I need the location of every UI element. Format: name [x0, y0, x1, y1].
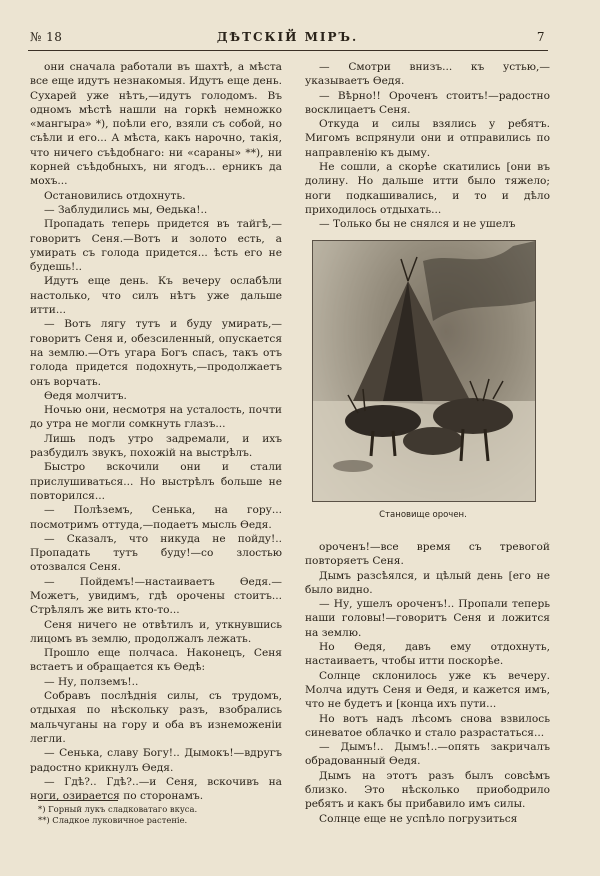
paragraph: Идутъ еще день. Къ вечеру ослабѣли настолько, что силъ нѣтъ уже дальше итти... — [30, 275, 282, 317]
paragraph: — Пойдемъ!—настаиваетъ Ѳедя.—Можетъ, увидимъ, гдѣ орочены стоитъ... Стрѣлялъ же вить кто-то... — [30, 575, 282, 617]
paragraph: — Только бы не снялся и не ушелъ — [319, 218, 516, 231]
paragraph: Ѳедя молчитъ. — [44, 389, 127, 402]
footnote-rule — [38, 800, 118, 801]
paragraph: — Ну, ушелъ ороченъ!.. Пропали теперь наши головы!—говоритъ Сеня и ложится на землю. — [305, 598, 550, 639]
paragraph: ороченъ!—все время съ тревогой повторяетъ Сеня. — [305, 541, 550, 568]
paragraph: Дымъ разсѣялся, и цѣлый день [его не было видно. — [305, 569, 550, 596]
paragraph: — Вотъ лягу тутъ и буду умирать,—говоритъ Сеня и, обезсиленный, опускается на землю.—Отъ угара Богъ спасъ, такъ отъ голода придется подохнуть,—продолжаетъ онъ ворчать. — [30, 318, 282, 388]
paragraph: Дымъ на этотъ разъ былъ совсѣмъ близко. Это нѣсколько приободрило ребятъ и какъ бы прибавило имъ силы. — [305, 769, 550, 811]
tent-camp-illustration — [313, 241, 535, 501]
paragraph: Но вотъ надъ лѣсомъ снова взвилось синеватое облачко и стало разрастаться... — [305, 712, 550, 739]
paragraph: Пропадать теперь придется въ тайгѣ,—говоритъ Сеня.—Вотъ и золото есть, а умирать съ голода придется... ѣсть его не будешь!.. — [30, 218, 282, 274]
paragraph: — Полѣземъ, Сенька, на гору... посмотримъ оттуда,—подаетъ мысль Ѳедя. — [30, 504, 282, 531]
paragraph: Солнце склонилось уже къ вечеру. Молча идутъ Сеня и Ѳедя, и кажется имъ, что не будетъ и [конца ихъ пути... — [305, 669, 550, 711]
paragraph: Не сошли, а скорѣе скатились [они въ долину. Но дальше итти было тяжело; ноги подкашивались, и то и дѣло приходилось отдыхать... — [305, 161, 550, 216]
paragraph: Ночью они, несмотря на усталость, почти до утра не могли сомкнуть глазъ... — [30, 404, 282, 431]
page-header — [30, 26, 545, 48]
paragraph: Но Ѳедя, давъ ему отдохнуть, настаиваетъ, чтобы итти поскорѣе. — [305, 641, 550, 668]
paragraph: Лишь подъ утро задремали, и ихъ разбудилъ звукъ, похожiй на выстрѣлъ. — [30, 432, 282, 460]
paragraph: Солнце еще не успѣло погрузиться — [319, 812, 518, 825]
right-column-top — [305, 60, 550, 232]
paragraph: — Сказалъ, что никуда не пойду!.. Пропадать тутъ буду!—со злостью отозвался Сеня. — [30, 532, 282, 574]
issue-number: № 18 — [30, 30, 63, 44]
header-rule — [28, 50, 548, 51]
right-column-bottom — [305, 540, 550, 826]
figure-caption: Становище орочен. — [379, 510, 467, 520]
page-number: 7 — [536, 30, 545, 44]
footnote-1: *) Горный лукъ сладковатаго вкуса. — [38, 804, 198, 814]
paragraph: Откуда и силы взялись у ребятъ. Мигомъ вспрянули они и отправились по направленiю къ дыму. — [305, 118, 550, 159]
paragraph: — Дымъ!.. Дымъ!..—опять закричалъ обрадованный Ѳедя. — [305, 741, 550, 768]
paragraph: — Смотри внизъ... къ устью,—указываетъ Ѳедя. — [305, 61, 550, 88]
paragraph: Быстро вскочили они и стали прислушиваться... Но выстрѣлъ больше не повторился... — [30, 461, 282, 502]
left-column — [30, 60, 282, 803]
paragraph: Прошло еще полчаса. Наконецъ, Сеня встаетъ и обращается къ Ѳедѣ: — [30, 647, 282, 674]
paragraph: — Гдѣ?.. Гдѣ?..—и Сеня, вскочивъ на ноги, озирается по сторонамъ. — [30, 775, 282, 803]
footnote-2: **) Сладкое луковичное растенiе. — [38, 815, 188, 825]
paragraph: Собравъ послѣднiя силы, съ трудомъ, отдыхая по нѣскольку разъ, взобрались мальчуганы на гору и оба въ изнеможенiи легли. — [30, 690, 282, 745]
paragraph: — Вѣрно!! Ороченъ стоитъ!—радостно восклицаетъ Сеня. — [305, 89, 550, 116]
paragraph: Сеня ничего не отвѣтилъ и, уткнувшись лицомъ въ землю, продолжалъ лежать. — [30, 618, 282, 645]
paragraph: Остановились отдохнуть. — [44, 189, 186, 202]
illustration — [312, 240, 536, 502]
paragraph: они сначала работали въ шахтѣ, а мѣста все еще идутъ незнакомыя. Идутъ еще день. Сухарей уже нѣтъ,—идутъ голодомъ. Въ одномъ мѣстѣ нашли на горкѣ немножко «мангыра» *), поѣли его, взяли съ собой, но съѣли и его... А мѣста, какъ нарочно, такiя, что ничего съѣдобнаго: ни «сараны» **), ни корней съѣдобныхъ, ни ягодъ... ерникъ да мохъ... — [30, 61, 282, 188]
paragraph: — Сенька, славу Богу!.. Дымокъ!—вдругъ радостно крикнулъ Ѳедя. — [30, 747, 282, 774]
journal-title: ДѢТСКIЙ МIРЪ. — [216, 30, 359, 44]
paragraph: — Ну, полземъ!.. — [44, 675, 139, 688]
paragraph: — Заблудились мы, Ѳедька!.. — [44, 203, 208, 216]
footnotes — [38, 800, 288, 826]
